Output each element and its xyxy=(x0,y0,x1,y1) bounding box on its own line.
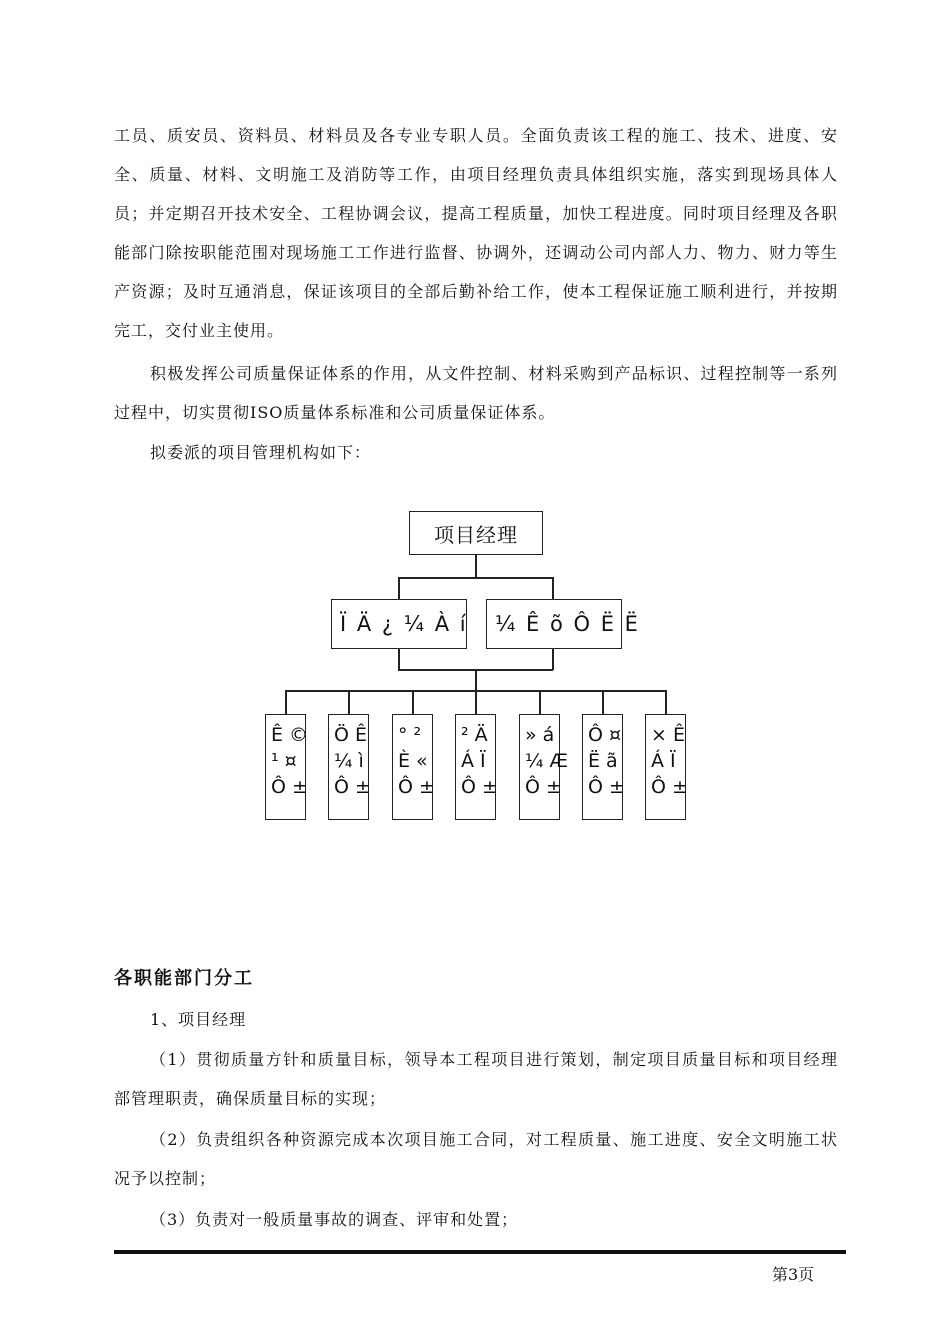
technical-lead-box: Ï Ä ¿ ¼ À í xyxy=(331,599,467,649)
connector xyxy=(398,577,553,579)
dept-box: ° ² È « Ô ± xyxy=(392,714,433,820)
list-item: （1）贯彻质量方针和质量目标，领导本工程项目进行策划，制定项目质量目标和项目经理部管理职责，确保质量目标的实现； xyxy=(114,1050,838,1108)
connector xyxy=(552,577,554,599)
dept-box: Ê © ¹ ¤ Ô ± xyxy=(265,714,306,820)
dept-box: Ô ¤ Ë ã Ô ± xyxy=(582,714,623,820)
project-manager-box: 项目经理 xyxy=(409,511,543,555)
connector xyxy=(412,690,414,714)
connector xyxy=(475,555,477,577)
connector xyxy=(398,649,400,670)
org-chart-caption: 拟委派的项目管理机构如下： xyxy=(150,443,372,462)
deputy-manager-box: ¼ Ê õ Ô Ë Ë xyxy=(486,599,622,649)
list-item-title: 1、项目经理 xyxy=(150,1010,247,1029)
list-item: （3）负责对一般质量事故的调查、评审和处置； xyxy=(150,1210,519,1229)
dept-box: ² Ä Á Ï Ô ± xyxy=(455,714,496,820)
section-heading: 各职能部门分工 xyxy=(114,968,254,989)
connector xyxy=(398,577,400,599)
dept-box: × Ê Á Ï Ô ± xyxy=(645,714,686,820)
connector xyxy=(665,690,667,714)
connector xyxy=(539,690,541,714)
footer-rule xyxy=(114,1250,846,1254)
dept-box: Ö Ê ¼ ì Ô ± xyxy=(328,714,369,820)
connector xyxy=(348,690,350,714)
dept-box: » á ¼ Æ Ô ± xyxy=(519,714,560,820)
list-item: （2）负责组织各种资源完成本次项目施工合同，对工程质量、施工进度、安全文明施工状况予以控制； xyxy=(114,1130,838,1188)
connector xyxy=(285,690,287,714)
connector xyxy=(552,649,554,670)
intro-paragraph: 工员、质安员、资料员、材料员及各专业专职人员。全面负责该工程的施工、技术、进度、安全、质量、材料、文明施工及消防等工作，由项目经理负责具体组织实施，落实到现场具体人员；并定期召开技术安全、工程协调会议，提高工程质量，加快工程进度。同时项目经理及各职能部门除按职能范围对现场施工工作进行监督、协调外，还调动公司内部人力、物力、财力等生产资源；及时互通消息，保证该项目的全部后勤补给工作，使本工程保证施工顺利进行，并按期完工，交付业主使用。 xyxy=(114,126,838,340)
connector xyxy=(475,690,477,714)
quality-system-paragraph: 积极发挥公司质量保证体系的作用，从文件控制、材料采购到产品标识、过程控制等一系列过程中，切实贯彻ISO质量体系标准和公司质量保证体系。 xyxy=(114,364,838,422)
connector xyxy=(602,690,604,714)
connector xyxy=(475,669,477,691)
page-number: 第3页 xyxy=(772,1265,815,1284)
